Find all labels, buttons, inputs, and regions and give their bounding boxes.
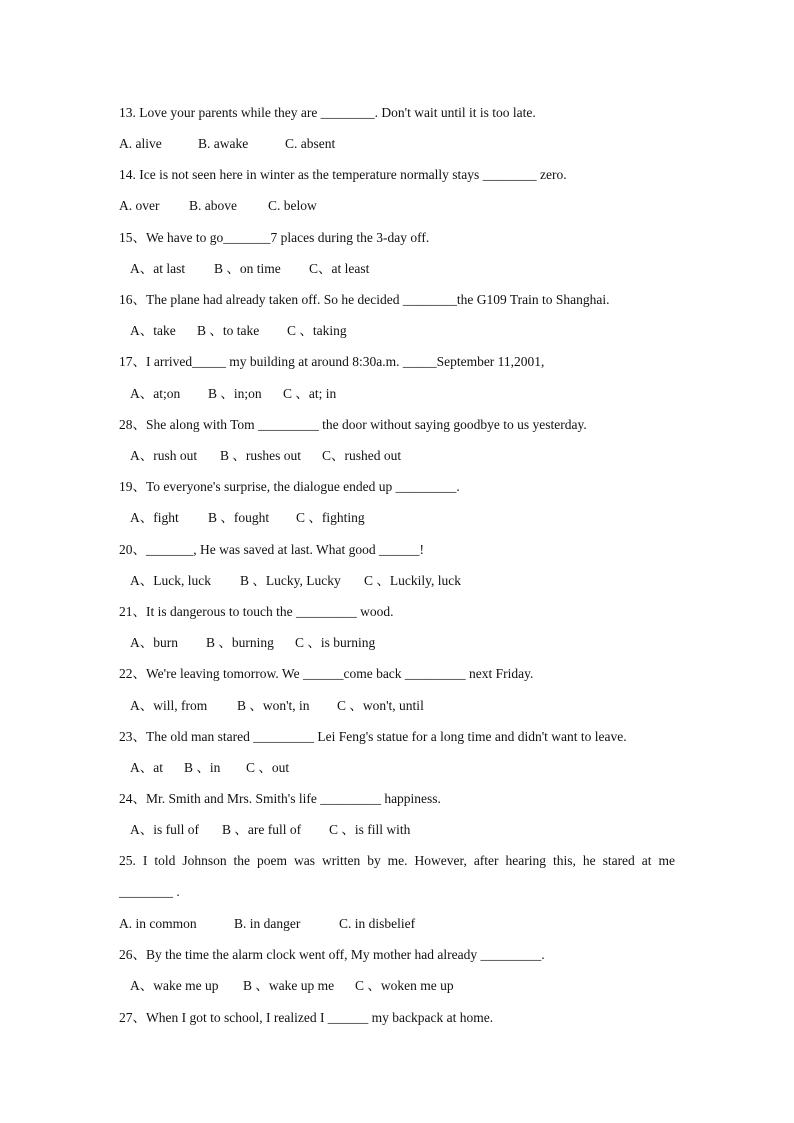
question-20-stem: 20、_______, He was saved at last. What good ______! (119, 542, 424, 557)
option-c: C 、Luckily, luck (364, 573, 461, 588)
question-13-stem: 13. Love your parents while they are ________. Don't wait until it is too late. (119, 105, 536, 120)
question-19-options (130, 510, 365, 526)
question-17-stem: 17、I arrived_____ my building at around 8:30a.m. _____September 11,2001, (119, 354, 545, 369)
question-14-options (119, 198, 317, 214)
option-b: B 、to take (197, 323, 260, 338)
option-c: C. absent (285, 136, 336, 151)
option-c: C. in disbelief (339, 916, 416, 931)
question-20-options (130, 573, 461, 589)
option-a: A. in common (119, 916, 197, 931)
option-b: B 、rushes out (220, 448, 301, 463)
question-16-options (130, 323, 347, 339)
option-b: B. in danger (234, 916, 301, 931)
question-22-options (130, 698, 424, 714)
option-c: C. below (268, 198, 317, 213)
question-17-options (130, 386, 336, 402)
option-b: B 、are full of (222, 822, 302, 837)
option-a: A、at;on (130, 386, 181, 401)
option-c: C 、taking (287, 323, 347, 338)
question-24-options (130, 822, 410, 838)
question-14-stem: 14. Ice is not seen here in winter as the temperature normally stays ________ zero. (119, 167, 567, 182)
question-25-stem-line2: ________ . (119, 884, 180, 899)
option-a: A、take (130, 323, 176, 338)
question-19-stem: 19、To everyone's surprise, the dialogue ended up _________. (119, 479, 460, 494)
option-a: A、at (130, 760, 163, 775)
question-26-stem: 26、By the time the alarm clock went off, My mother had already _________. (119, 947, 545, 962)
question-24-stem: 24、Mr. Smith and Mrs. Smith's life _________ happiness. (119, 791, 441, 806)
option-c: C 、is burning (295, 635, 376, 650)
option-b: B 、in (184, 760, 221, 775)
option-a: A. over (119, 198, 160, 213)
question-21-options (130, 635, 375, 651)
question-15-options (130, 261, 369, 277)
option-c: C 、won't, until (337, 698, 424, 713)
option-a: A、rush out (130, 448, 198, 463)
question-21-stem: 21、It is dangerous to touch the _________ wood. (119, 604, 394, 619)
question-25-stem-line1: 25. I told Johnson the poem was written by me. However, after hearing this, he stared at me (119, 853, 675, 868)
option-a: A、is full of (130, 822, 199, 837)
option-a: A、burn (130, 635, 178, 650)
question-26-options (130, 978, 454, 994)
option-c: C 、is fill with (329, 822, 411, 837)
question-28-options (130, 448, 401, 464)
option-a: A、fight (130, 510, 179, 525)
question-27-stem: 27、When I got to school, I realized I ______ my backpack at home. (119, 1010, 494, 1025)
question-13-options (119, 136, 335, 152)
option-b: B 、on time (214, 261, 281, 276)
option-c: C 、at; in (283, 386, 337, 401)
option-c: C 、out (246, 760, 290, 775)
question-22-stem: 22、We're leaving tomorrow. We ______come back _________ next Friday. (119, 666, 534, 681)
question-23-stem: 23、The old man stared _________ Lei Feng's statue for a long time and didn't want to leave. (119, 729, 627, 744)
question-28-stem: 28、She along with Tom _________ the door without saying goodbye to us yesterday. (119, 417, 587, 432)
option-c: C、rushed out (322, 448, 402, 463)
option-a: A. alive (119, 136, 162, 151)
option-b: B 、in;on (208, 386, 262, 401)
option-b: B. awake (198, 136, 249, 151)
option-c: C 、fighting (296, 510, 365, 525)
option-c: C 、woken me up (355, 978, 454, 993)
question-15-stem: 15、We have to go_______7 places during the 3-day off. (119, 230, 430, 245)
option-a: A、will, from (130, 698, 208, 713)
option-c: C、at least (309, 261, 370, 276)
option-b: B 、wake up me (243, 978, 335, 993)
option-b: B. above (189, 198, 237, 213)
question-16-stem: 16、The plane had already taken off. So he decided ________the G109 Train to Shanghai. (119, 292, 610, 307)
option-b: B 、won't, in (237, 698, 310, 713)
option-b: B 、Lucky, Lucky (240, 573, 341, 588)
option-a: A、wake me up (130, 978, 219, 993)
option-b: B 、fought (208, 510, 270, 525)
question-23-options (130, 760, 289, 776)
option-a: A、Luck, luck (130, 573, 211, 588)
question-25-options (119, 916, 415, 932)
option-b: B 、burning (206, 635, 274, 650)
option-a: A、at last (130, 261, 186, 276)
